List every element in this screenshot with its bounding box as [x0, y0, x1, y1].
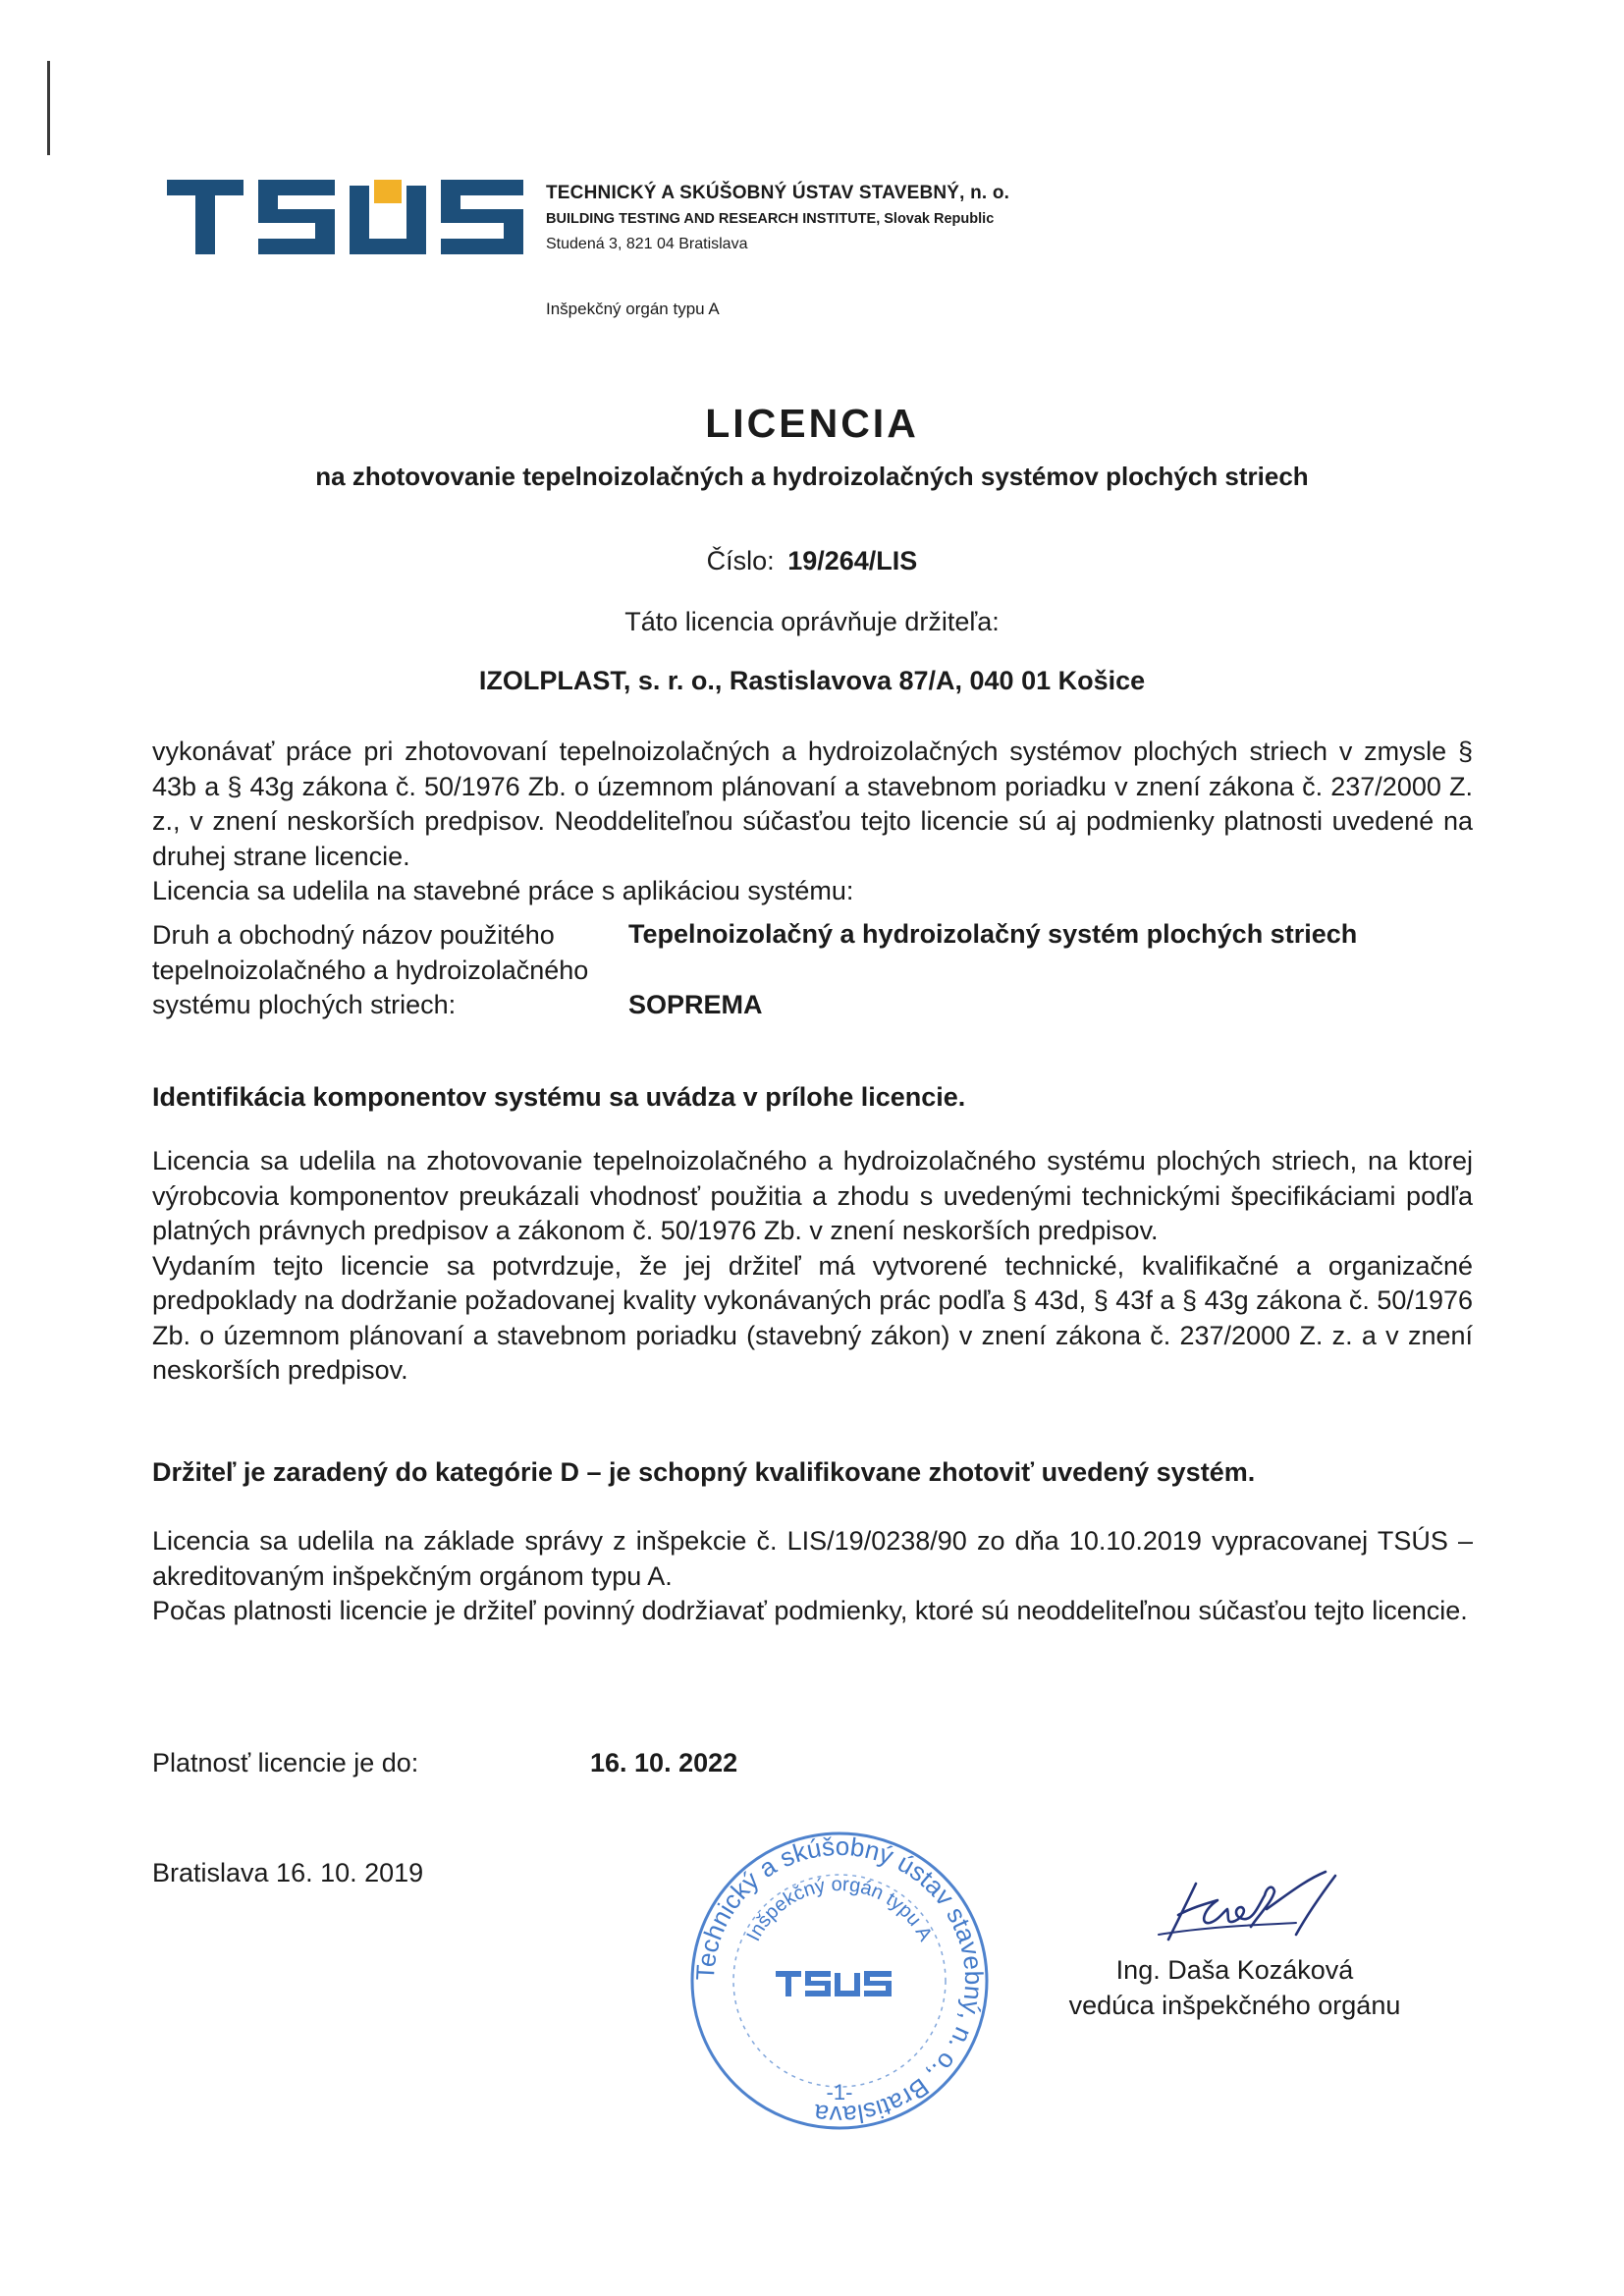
stamp-logo — [776, 1971, 892, 1996]
holder-category: Držiteľ je zaradený do kategórie D – je schopný kvalifikovane zhotoviť uvedený systém. — [152, 1457, 1256, 1487]
paragraph-grant — [152, 1144, 1473, 1389]
paragraph-basis — [152, 1524, 1473, 1629]
stamp-outer-text: Technický a skúšobný ústav stavebný, n. o., Bratislava — [689, 1831, 990, 2131]
org-name-english: BUILDING TESTING AND RESEARCH INSTITUTE, Slovak Republic — [546, 211, 995, 227]
scan-artifact — [47, 61, 50, 155]
svg-text:Inšpekčný orgán typu A — [742, 1874, 936, 1945]
validity-date: 16. 10. 2022 — [590, 1748, 738, 1777]
official-stamp — [687, 1829, 992, 2133]
identification-note: Identifikácia komponentov systému sa uvádza v prílohe licencie. — [152, 1082, 966, 1112]
license-number-label: Číslo: — [706, 546, 775, 575]
paragraph-grant-text: Licencia sa udelila na zhotovovanie tepelnoizolačného a hydroizolačného systému plochých striech, na ktorej výrobcovia komponentov preukázali vhodnosť použitia a zhodu s uvedenými technickými špecifikáciami podľa platných právnych predpisov a zákonom č. 50/1976 Zb. v znení neskorších predpisov. — [152, 1146, 1473, 1245]
holder-intro: Táto licencia oprávňuje držiteľa: — [624, 607, 1000, 636]
document-title: LICENCIA — [705, 401, 919, 446]
paragraph-basis-text: Licencia sa udelila na základe správy z inšpekcie č. LIS/19/0238/90 zo dňa 10.10.2019 vypracovanej TSÚS – akreditovaným inšpekčným orgánom typu A. — [152, 1526, 1473, 1591]
license-holder: IZOLPLAST, s. r. o., Rastislavova 87/A, 040 01 Košice — [478, 666, 1146, 695]
stamp-number: -1- — [826, 2080, 853, 2105]
org-address: Studená 3, 821 04 Bratislava — [546, 236, 748, 252]
org-name: TECHNICKÝ A SKÚŠOBNÝ ÚSTAV STAVEBNÝ, n. o. — [546, 183, 1010, 203]
license-number-value: 19/264/LIS — [787, 546, 918, 575]
paragraph-scope — [152, 735, 1473, 909]
organ-type: Inšpekčný orgán typu A — [546, 300, 720, 318]
stamp-inner-text: Inšpekčný orgán typu A — [742, 1873, 937, 1945]
signer-role: vedúca inšpekčného orgánu — [1068, 1991, 1401, 2020]
place-and-date: Bratislava 16. 10. 2019 — [152, 1858, 424, 1887]
license-number — [0, 546, 1624, 576]
paragraph-scope-text: vykonávať práce pri zhotovovaní tepelnoizolačných a hydroizolačných systémov plochých striech v zmysle § 43b a § 43g zákona č. 50/1976 Zb. o územnom plánovaní a stavebnom poriadku v znení zákona č. 237/2000 Z. z., v znení neskorších predpisov. Neoddeliteľnou súčasťou tejto licencie sú aj podmienky platnosti uvedené na druhej strane licencie. — [152, 737, 1473, 871]
system-name: Tepelnoizolačný a hydroizolačný systém plochých striech — [628, 919, 1358, 949]
paragraph-confirmation: Vydaním tejto licencie sa potvrdzuje, že jej držiteľ má vytvorené technické, kvalifikačné a organizačné predpoklady na dodržanie požadovanej kvality vykonávaných prác podľa § 43d, § 43f a § 43g zákona č. 50/1976 Zb. o územnom plánovaní a stavebnom poriadku (stavebný zákon) v znení zákona č. 237/2000 Z. z. a v znení neskorších predpisov. — [152, 1250, 1473, 1385]
system-label: Druh a obchodný názov použitého tepelnoizolačného a hydroizolačného systému plochých striech: — [152, 920, 589, 1019]
system-brand: SOPREMA — [628, 990, 763, 1019]
signer-name: Ing. Daša Kozáková — [1115, 1955, 1354, 1985]
paragraph-obligations: Počas platnosti licencie je držiteľ povinný dodržiavať podmienky, ktoré sú neoddeliteľnou súčasťou tejto licencie. — [152, 1596, 1468, 1625]
paragraph-scope-application: Licencia sa udelila na stavebné práce s aplikáciou systému: — [152, 876, 854, 905]
document-subtitle: na zhotovovanie tepelnoizolačných a hydroizolačných systémov plochých striech — [315, 462, 1309, 491]
signer-block — [1041, 1952, 1429, 2023]
validity-label: Platnosť licencie je do: — [152, 1748, 419, 1777]
signature — [1149, 1866, 1404, 1954]
tsus-logo — [167, 180, 525, 254]
organization-block — [546, 183, 1009, 253]
